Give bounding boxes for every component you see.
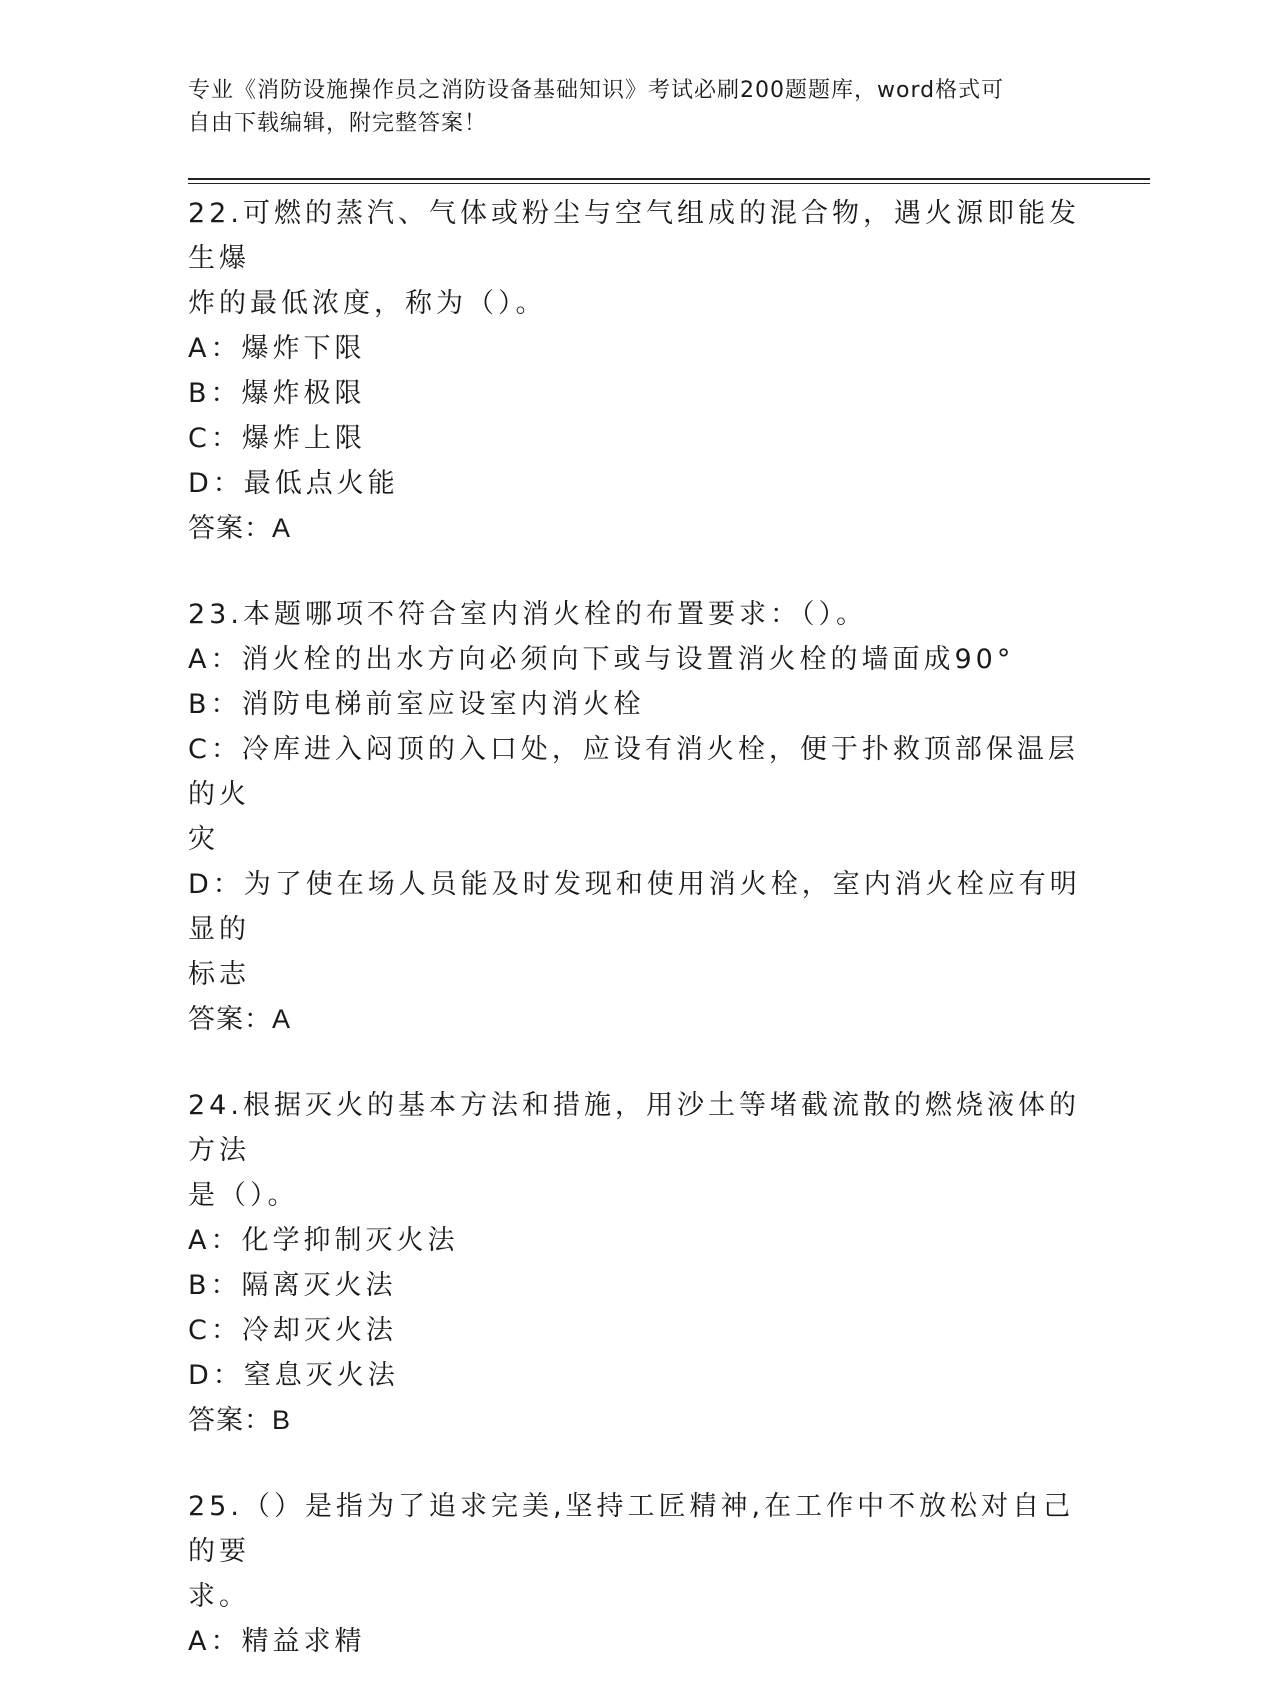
question-22: [188, 191, 1088, 551]
header-divider-thin: [188, 183, 1150, 184]
option-line: D：为了使在场人员能及时发现和使用消火栓，室内消火栓应有明显的: [188, 869, 1081, 945]
question-stem: [188, 1484, 1088, 1619]
option-d: D：窒息灭火法: [188, 1360, 399, 1391]
option-line: 灾: [188, 824, 219, 855]
question-list: [188, 191, 1088, 1705]
option-a: A：消火栓的出水方向必须向下或与设置消火栓的墙面成90°: [188, 644, 1015, 675]
question-stem-line: 25.（）是指为了追求完美,坚持工匠精神,在工作中不放松对自己的要: [188, 1491, 1075, 1567]
question-stem-line: 炸的最低浓度，称为（）。: [188, 288, 547, 319]
option-c: [188, 727, 1088, 862]
question-stem-line: 22.可燃的蒸汽、气体或粉尘与空气组成的混合物，遇火源即能发生爆: [188, 198, 1080, 274]
question-stem: [188, 191, 1088, 326]
option-c: C：爆炸上限: [188, 423, 366, 454]
answer-line: 答案：A: [188, 1004, 292, 1034]
option-b: B：消防电梯前室应设室内消火栓: [188, 689, 645, 720]
question-stem-line: 24.根据灭火的基本方法和措施，用沙土等堵截流散的燃烧液体的方法: [188, 1090, 1080, 1166]
document-header: [188, 74, 1068, 140]
question-stem-line: 求。: [188, 1581, 250, 1612]
option-a: A：精益求精: [188, 1626, 366, 1657]
question-25: [188, 1484, 1088, 1664]
option-line: C：冷库进入闷顶的入口处，应设有消火栓，便于扑救顶部保温层的火: [188, 734, 1079, 810]
header-line-1: 专业《消防设施操作员之消防设备基础知识》考试必刷200题题库，word格式可: [188, 78, 1005, 103]
option-d: [188, 862, 1088, 997]
question-23: [188, 592, 1088, 1042]
option-a: A：爆炸下限: [188, 333, 366, 364]
option-d: D：最低点火能: [188, 468, 399, 499]
option-a: A：化学抑制灭火法: [188, 1225, 459, 1256]
question-stem-line: 23.本题哪项不符合室内消火栓的布置要求：（）。: [188, 599, 867, 630]
question-stem: [188, 592, 1088, 637]
header-divider-thick: [188, 178, 1150, 180]
option-c: C：冷却灭火法: [188, 1315, 397, 1346]
option-b: B：爆炸极限: [188, 378, 366, 409]
question-stem-line: 是（）。: [188, 1180, 299, 1211]
option-b: B：隔离灭火法: [188, 1270, 397, 1301]
answer-line: 答案：B: [188, 1405, 292, 1435]
option-line: 标志: [188, 959, 250, 990]
header-line-2: 自由下载编辑，附完整答案！: [188, 111, 488, 136]
answer-line: 答案：A: [188, 513, 292, 543]
question-stem: [188, 1083, 1088, 1218]
question-24: [188, 1083, 1088, 1443]
